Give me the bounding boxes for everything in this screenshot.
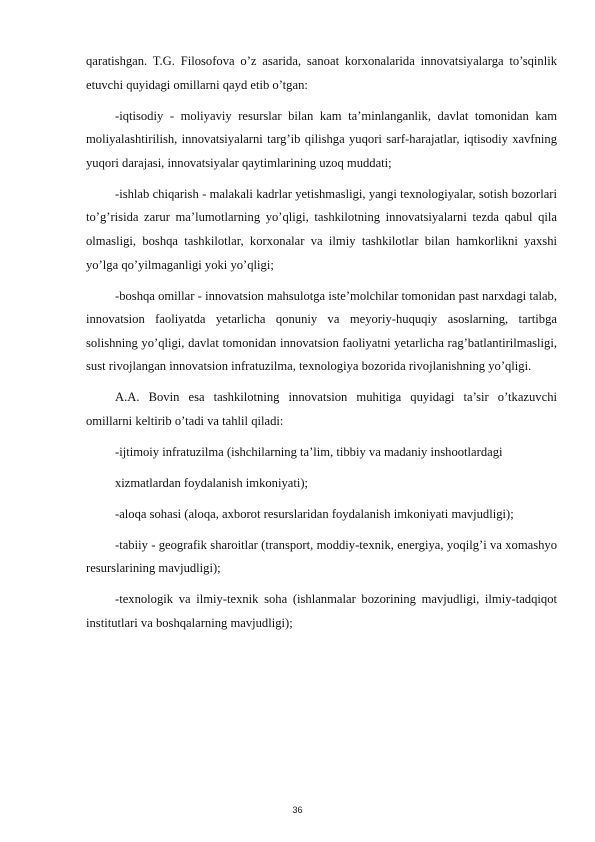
page-number: 36 — [292, 805, 303, 815]
paragraph-bovin-intro: A.A. Bovin esa tashkilotning innovatsion muhitiga quyidagi ta’sir o’tkazuvchi omillarni keltirib o’tadi va tahlil qiladi: — [86, 390, 557, 428]
paragraph-communication: -aloqa sohasi (aloqa, axborot resurslaridan foydalanish imkoniyati mavjudligi); — [115, 506, 514, 521]
paragraph-technological: -texnologik va ilmiy-texnik soha (ishlanmalar bozorining mavjudligi, ilmiy-tadqiqot institutlari va boshqalarning mavjudligi); — [86, 592, 557, 630]
paragraph-filosofova-intro: qaratishgan. T.G. Filosofova o’z asarida, sanoat korxonalarida innovatsiyalarga to’sqinlik etuvchi quyidagi omillarni qayd etib o’tgan: — [86, 54, 557, 92]
document-body — [86, 50, 557, 643]
paragraph-natural-geographic: -tabiiy - geografik sharoitlar (transport, moddiy-texnik, energiya, yoqilg’i va xomashyo resurslarining mavjudligi); — [86, 537, 557, 576]
paragraph-economic-factors: -iqtisodiy - moliyaviy resurslar bilan kam ta’minlanganlik, davlat tomonidan kam moliyalashtirilish, innovatsiyalarni targ’ib qilishga yuqori sarf-harajatlar, iqtisodiy xavfning yuqori darajasi, innovatsiyalar qaytimlarining uzoq muddati; — [86, 108, 557, 170]
paragraph-other-factors: -boshqa omillar - innovatsion mahsulotga iste’molchilar tomonidan past narxdagi talab, innovatsion faoliyatda yetarlicha qonuniy va meyoriy-huquqiy asoslarning, tartibga solishning yo’qligi, davlat tomonidan innovatsion faoliyatni yetarlicha rag’batlantirilmasligi, sust rivojlangan innovatsion infratuzilma, texnologiya bozorida rivojlanishning yo’qligi. — [86, 288, 557, 374]
paragraph-social-infrastructure-continued: xizmatlardan foydalanish imkoniyati); — [115, 475, 309, 490]
paragraph-production-factors: -ishlab chiqarish - malakali kadrlar yetishmasligi, yangi texnologiyalar, sotish bozorlari to’g’risida zarur ma’lumotlarning yo’qligi, tashkilotning innovatsiyalarni tezda qabul qila olmasligi, boshqa tashkilotlar, korxonalar va ilmiy tashkilotlar bilan hamkorlikni yaxshi yo’lga qo’yilmaganligi yoki yo’qligi; — [86, 186, 557, 272]
paragraph-social-infrastructure: -ijtimoiy infratuzilma (ishchilarning ta’lim, tibbiy va madaniy inshootlardagi — [115, 444, 503, 459]
